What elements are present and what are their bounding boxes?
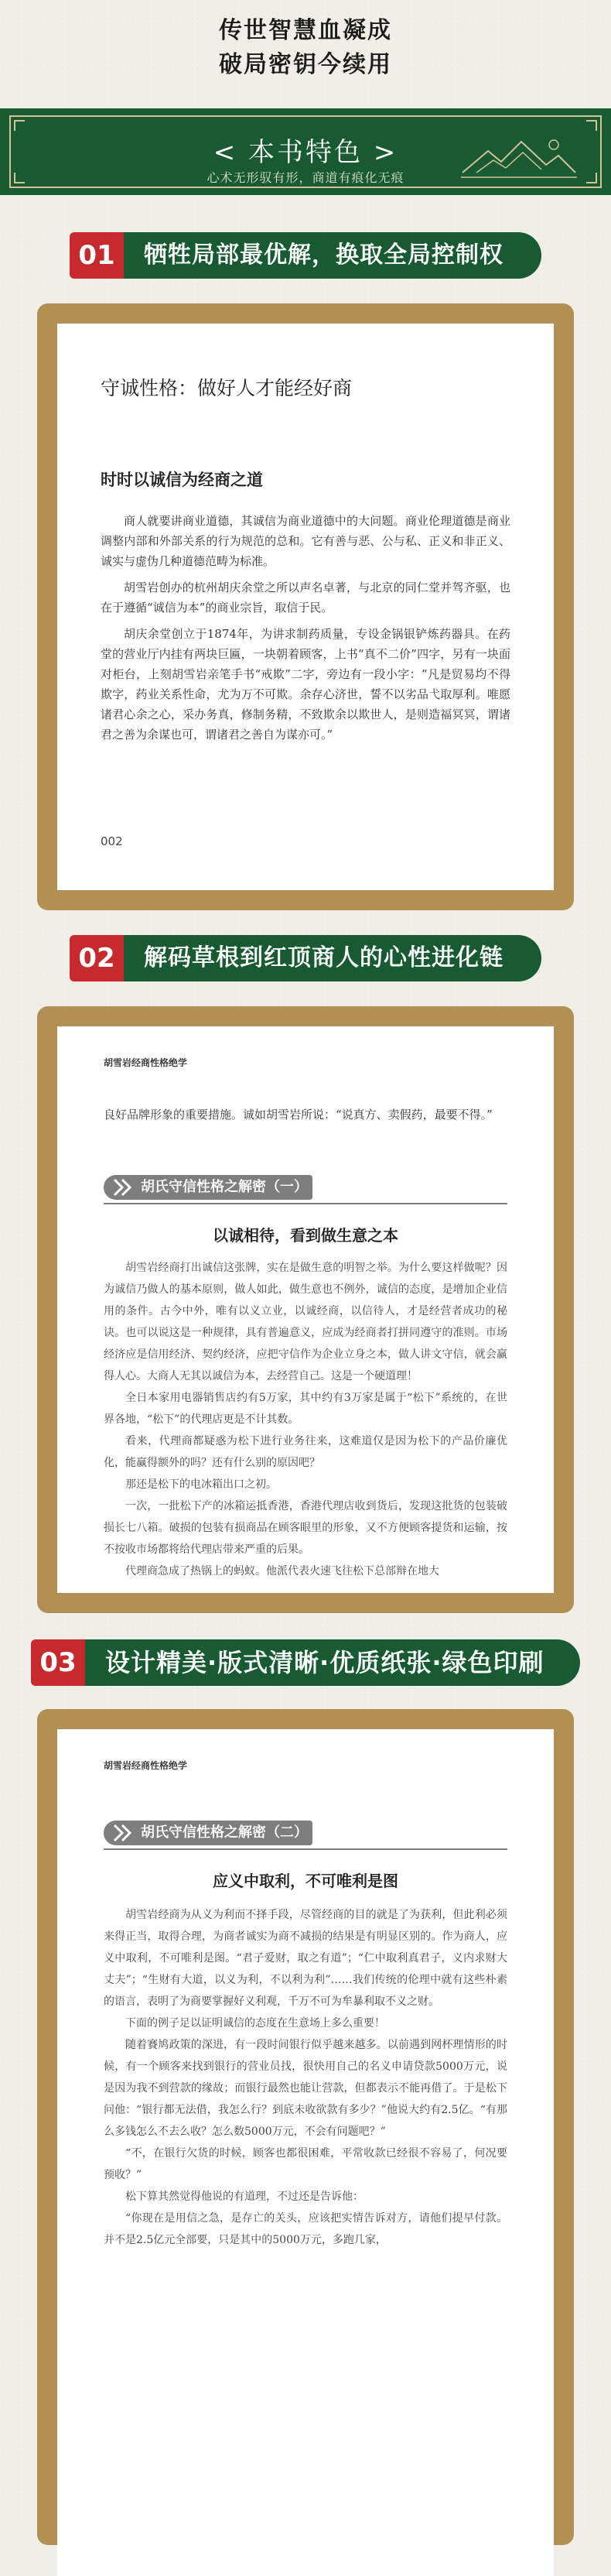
section-number: 03 xyxy=(31,1639,85,1686)
section-label: 牺牲局部最优解，换取全局控制权 xyxy=(119,232,541,279)
slogan-line-2: 破局密钥今续用 xyxy=(219,51,392,78)
banner-title: < 本书特色 > xyxy=(213,137,398,168)
features-banner xyxy=(0,108,611,195)
section-header-02 xyxy=(70,935,541,981)
chevron-icon xyxy=(111,1175,135,1200)
section-title: 时时以诚信为经商之道 xyxy=(101,470,263,489)
slogan-line-1: 传世智慧血凝成 xyxy=(219,17,392,44)
section-tag xyxy=(104,1172,311,1203)
book-page-frame-3 xyxy=(37,1709,574,2545)
book-page-frame-1 xyxy=(37,303,574,910)
section-number: 02 xyxy=(70,935,124,981)
section-header-01 xyxy=(70,232,541,279)
divider xyxy=(104,1848,507,1850)
banner-border xyxy=(9,115,602,188)
article-heading: 应义中取利，不可唯利是图 xyxy=(213,1872,398,1890)
corner-ornament xyxy=(14,120,25,131)
section-label: 解码草根到红顶商人的心性进化链 xyxy=(119,935,541,981)
paragraph: 随着賽鸠政策的深进，有一段时间银行似乎越来越多。以前遇到网杯理情形的时候，有一个顾客来找到银行的营业员找，很快用自己的名义申请贷款5000万元，说是因为我不到营款的缘故；而银行最然也能让营款，但都表示不能再借了。于是松下问他：“银行都无法借，我怎么行？到底未收欲款有多少？”他说大约有2.5亿。“有那么多钱怎么不去么收？怎么数5000万元，不会有问题吧？” xyxy=(104,2039,507,2138)
paragraph: 胡雪岩经商为从义为利而不择手段，尽管经商的目的就是了为获利，但此利必须来得正当，取得合理，为商者诚实为商不减损的结果是有明显区别的。作为商人，应义中取利，不可唯利是图。“君子爱财，取之有道”；“仁中取利真君子，义内求财大丈夫”；“生财有大道，以义为利，不以利为利”……我们传统的伦理中就有这些朴素的语言，表明了为商要掌握好义利观，千万不可为牟暴利取不义之财。 xyxy=(104,1909,507,2008)
paragraph: 松下算其然觉得他说的有道理，不过还是告诉他： xyxy=(125,2191,364,2203)
running-head: 胡雪岩经商性格绝学 xyxy=(104,1760,188,1771)
page-body xyxy=(101,511,510,751)
corner-ornament xyxy=(586,120,597,131)
book-page-2 xyxy=(57,1026,554,1593)
section-header-03 xyxy=(31,1639,580,1686)
paragraph: 一次，一批松下产的冰箱运抵香港，香港代理店收到货后，发现这批货的包装破损长七八箱。破损的包装有损商品在顾客眼里的形象，又不方便顾客提货和运输，按不按收市场都将给代理店带来严重的后果。 xyxy=(104,1500,507,1556)
paragraph: 下面的例子足以证明诚信的态度在生意场上多么重要！ xyxy=(125,2017,385,2030)
paragraph: 商人就要讲商业道德，其诚信为商业道德中的大问题。商业伦理道德是商业调整内部和外部关系的行为规范的总和。它有善与恶、公与私、正义和非正义、诚实与虚伪几种道德范畴为标准。 xyxy=(101,514,510,568)
paragraph: 看来，代理商都疑惑为松下进行业务往来，这难道仅是因为松下的产品价廉优化，能赢得额外的吗？还有什么别的原因吧？ xyxy=(104,1435,507,1469)
section-label: 设计精美·版式清晰·优质纸张·绿色印刷 xyxy=(80,1639,580,1686)
divider xyxy=(104,1203,507,1204)
chevron-icon xyxy=(111,1821,135,1845)
section-tag xyxy=(104,1817,311,1848)
book-page-3 xyxy=(57,1729,554,2576)
paragraph: 胡雪岩经商打出诚信这张牌，实在是做生意的明智之举。为什么要这样做呢？因为诚信乃做人的基本原则，做人如此，做生意也不例外，诚信的态度，是增加企业信用的条件。古今中外，唯有以义立业，以诚经商，以信待人，才是经营者成功的秘诀。也可以说这是一种规律，具有普遍意义，应成为经商者打拼同遵守的准则。市场经济应是信用经济、契约经济，应把守信作为企业立身之本，做人讲文守信，就会赢得人心。大商人无其以诚信为本，去经营自己。这是一个硬道理！ xyxy=(104,1262,507,1382)
page-number: 002 xyxy=(101,834,123,848)
article-body xyxy=(104,1904,507,2251)
paragraph: “你现在是用信之急，是存亡的关头，应该把实情告诉对方，请他们提早付款。并不是2.5亿元全部要，只是其中的5000万元，多跑几家， xyxy=(104,2212,507,2246)
paragraph: 那还是松下的电冰箱出口之初。 xyxy=(125,1478,277,1491)
running-head: 胡雪岩经商性格绝学 xyxy=(104,1057,188,1068)
book-page-1 xyxy=(57,324,554,890)
paragraph: 全日本家用电器销售店约有5万家，其中约有3万家是属于“松下”系统的，在世界各地，“松下”的代理店更是不计其数。 xyxy=(104,1392,507,1426)
tag-label: 胡氏守信性格之解密（二） xyxy=(141,1824,308,1841)
paragraph: 胡庆余堂创立于1874年，为讲求制药质量，专设金锅银铲炼药器具。在药堂的营业厅内挂有两块巨匾，一块朝着顾客，上书“真不二价”四字，另有一块面对柜台，上刻胡雪岩亲笔手书“戒欺”二字，旁边有一段小字：“凡是贸易均不得欺字，药业关系性命，尤为万不可欺。余存心济世，誓不以劣品弋取厚利。唯愿诸君心余之心，采办务真，修制务精，不致欺余以欺世人，是则造福冥冥，谓诸君之善为余谋也可，谓诸君之善自为谋亦可。” xyxy=(101,627,510,742)
book-page-frame-2 xyxy=(37,1006,574,1613)
banner-subtitle: 心术无形驭有形，商道有痕化无痕 xyxy=(207,170,404,185)
hero-slogan xyxy=(0,14,611,82)
article-heading: 以诚相待，看到做生意之本 xyxy=(213,1226,398,1245)
chapter-title: 守诚性格：做好人才能经好商 xyxy=(101,377,353,399)
paragraph: “不，在银行欠货的时候，顾客也都很困难，平常收款已经很不容易了，何况要预收？” xyxy=(104,2147,507,2181)
tag-label: 胡氏守信性格之解密（一） xyxy=(141,1179,308,1195)
paragraph: 代理商急成了热锅上的蚂蚁。他派代表火速飞往松下总部辩在地大 xyxy=(125,1565,439,1577)
article-body xyxy=(104,1257,507,1582)
mountain-icon xyxy=(461,134,577,180)
paragraph: 胡雪岩创办的杭州胡庆余堂之所以声名卓著，与北京的同仁堂并驾齐驱，也在于遵循“诚信为本”的商业宗旨，取信于民。 xyxy=(101,581,510,615)
section-number: 01 xyxy=(70,232,124,279)
intro-text: 良好品牌形象的重要措施。诚如胡雪岩所说：“说真方、卖假药，最要不得。” xyxy=(104,1108,493,1122)
